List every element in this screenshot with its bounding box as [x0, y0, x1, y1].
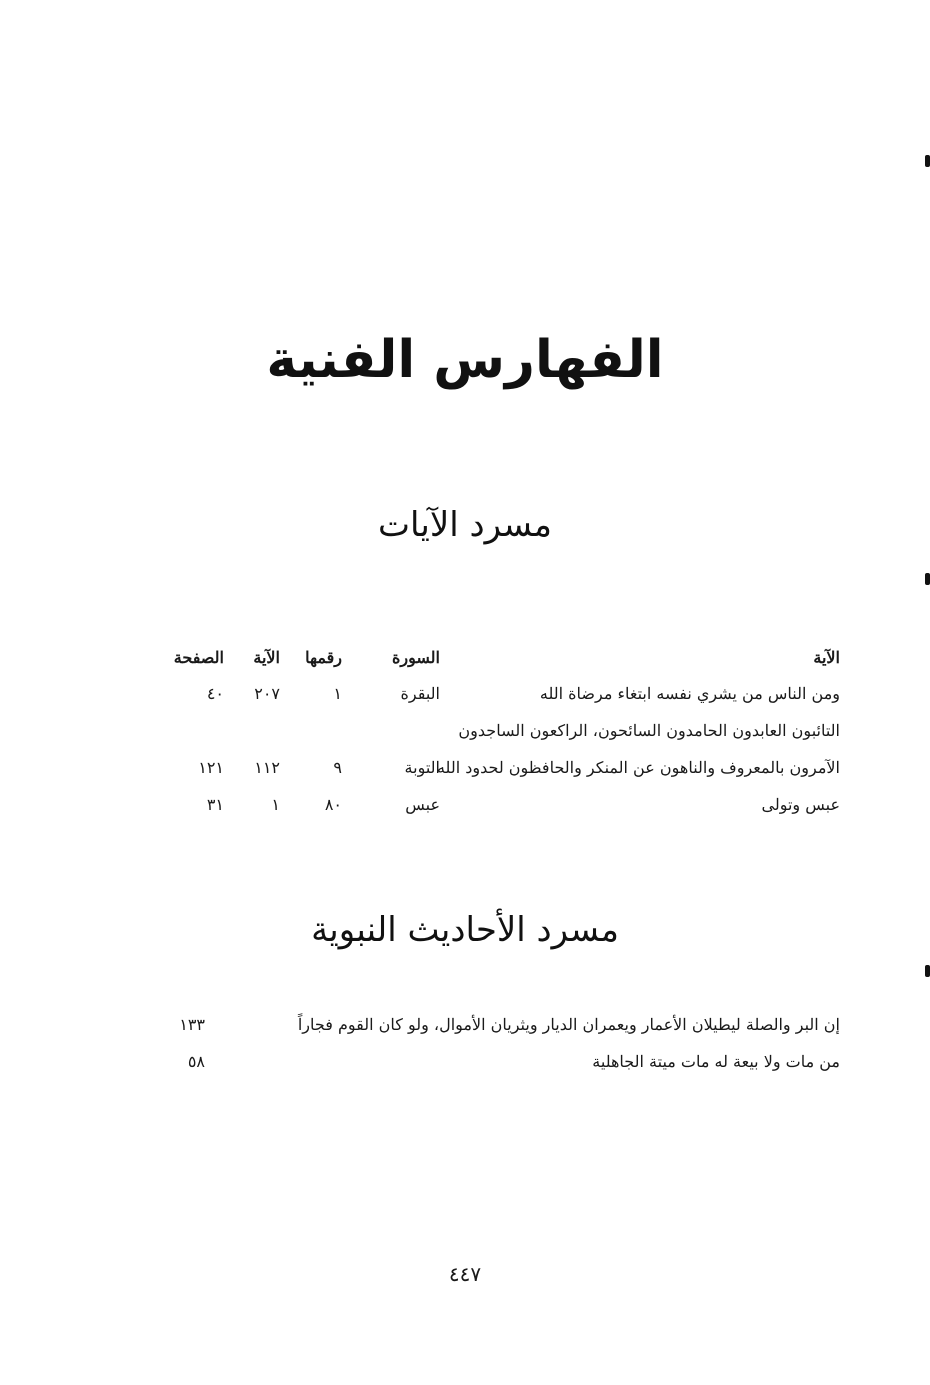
- header-surah-number: رقمها: [305, 648, 342, 667]
- hadith-text: من مات ولا بيعة له مات ميتة الجاهلية: [592, 1052, 840, 1071]
- table-row: [0, 795, 930, 825]
- aya-number: ١: [271, 795, 280, 814]
- page-ref: ١٢١: [198, 758, 224, 777]
- surah-number: ٨٠: [324, 795, 342, 814]
- list-item: [0, 1052, 930, 1082]
- surah-number: ١: [333, 684, 342, 703]
- surah-number: ٩: [333, 758, 342, 777]
- page-ref: ٥٨: [187, 1052, 205, 1071]
- aya-text: التائبون العابدون الحامدون السائحون، الراكعون الساجدون: [458, 721, 840, 740]
- table-row: [0, 684, 930, 714]
- page-ref: ١٣٣: [179, 1015, 205, 1034]
- ayat-index-title: مسرد الآيات: [378, 505, 552, 545]
- surah-name: عبس: [405, 795, 440, 814]
- aya-text: الآمرون بالمعروف والناهون عن المنكر والحافظون لحدود الله: [436, 758, 840, 777]
- header-aya-number: الآية: [253, 648, 280, 667]
- aya-text: عبس وتولى: [761, 795, 840, 814]
- header-aya-text: الآية: [813, 648, 840, 667]
- scan-edge-mark: [925, 573, 930, 585]
- header-page: الصفحة: [173, 648, 224, 667]
- table-row: [0, 758, 930, 788]
- aya-text: ومن الناس من يشري نفسه ابتغاء مرضاة الله: [539, 684, 840, 703]
- page-ref: ٣١: [206, 795, 224, 814]
- list-item: [0, 1015, 930, 1045]
- ayat-table-header: [0, 648, 930, 678]
- page-ref: ٤٠: [206, 684, 224, 703]
- surah-name: البقرة: [400, 684, 440, 703]
- aya-number: ١١٢: [254, 758, 280, 777]
- page-number: ٤٤٧: [448, 1262, 482, 1286]
- table-row: [0, 721, 930, 751]
- header-surah: السورة: [392, 648, 440, 667]
- hadith-text: إن البر والصلة ليطيلان الأعمار ويعمران الديار ويثريان الأموال، ولو كان القوم فجاراً: [297, 1015, 840, 1034]
- hadith-index-title: مسرد الأحاديث النبوية: [311, 910, 619, 950]
- aya-number: ٢٠٧: [254, 684, 280, 703]
- scan-edge-mark: [925, 155, 930, 167]
- scan-edge-mark: [925, 965, 930, 977]
- main-title: الفهارس الفنية: [266, 330, 664, 390]
- surah-name: التوبة: [404, 758, 440, 777]
